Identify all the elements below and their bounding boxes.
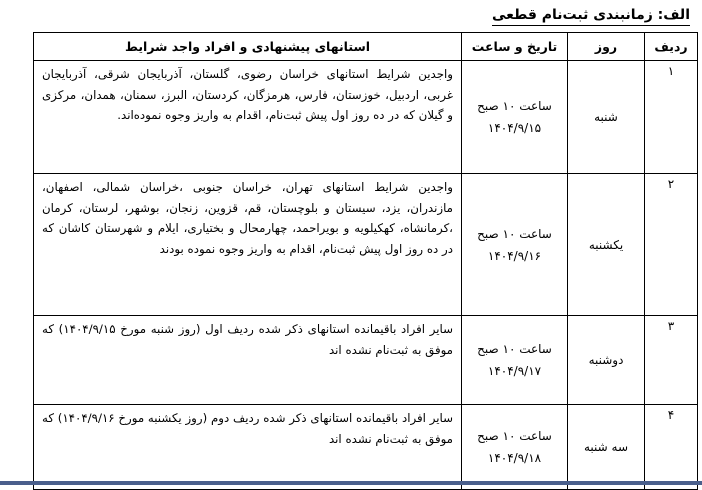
row-date: ۱۴۰۴/۹/۱۵	[487, 121, 542, 135]
row-index: ۳	[645, 316, 698, 405]
row-datetime	[462, 174, 568, 316]
row-datetime	[462, 405, 568, 490]
row-day: سه شنبه	[568, 405, 645, 490]
bottom-divider-bar	[0, 481, 702, 485]
row-conditions: سایر افراد باقیمانده استانهای ذکر شده ردیف اول (روز شنبه مورخ ۱۴۰۴/۹/۱۵) که موفق به ثبت‌نام نشده اند	[34, 316, 462, 405]
row-index: ۱	[645, 61, 698, 174]
row-datetime	[462, 61, 568, 174]
row-index: ۴	[645, 405, 698, 490]
row-day: دوشنبه	[568, 316, 645, 405]
row-date: ۱۴۰۴/۹/۱۷	[487, 364, 542, 378]
table-row	[34, 61, 698, 174]
section-heading: الف: زمانبندی ثبت‌نام قطعی	[492, 6, 690, 26]
row-time: ساعت ۱۰ صبح	[477, 99, 552, 113]
header-day: روز	[568, 33, 645, 61]
row-conditions: واجدین شرایط استانهای خراسان رضوی، گلستان، آذربایجان شرقی، آذربایجان غربی، اردبیل، خوزستان، فارس، هرمزگان، کردستان، البرز، سمنان، همدان، مرکزی و گیلان که در ده روز اول پیش ثبت‌نام، اقدام به واریز وجوه نموده‌اند.	[34, 61, 462, 174]
table-row	[34, 174, 698, 316]
table-row	[34, 316, 698, 405]
header-conditions: استانهای پیشنهادی و افراد واجد شرایط	[34, 33, 462, 61]
row-day: شنبه	[568, 61, 645, 174]
row-date: ۱۴۰۴/۹/۱۶	[487, 248, 542, 263]
row-day: یکشنبه	[568, 174, 645, 316]
row-date: ۱۴۰۴/۹/۱۸	[487, 451, 542, 465]
row-index: ۲	[645, 174, 698, 316]
row-time: ساعت ۱۰ صبح	[477, 342, 552, 356]
table-header-row	[34, 33, 698, 61]
row-time: ساعت ۱۰ صبح	[477, 429, 552, 443]
row-conditions: سایر افراد باقیمانده استانهای ذکر شده ردیف دوم (روز یکشنبه مورخ ۱۴۰۴/۹/۱۶) که موفق به ثبت‌نام نشده اند	[34, 405, 462, 490]
header-datetime: تاریخ و ساعت	[462, 33, 568, 61]
table-row	[34, 405, 698, 490]
row-conditions: واجدین شرایط استانهای تهران، خراسان جنوبی ،خراسان شمالی، اصفهان، مازندران، یزد، سیستان و بلوچستان، قم، قزوین، زنجان، بوشهر، لرستان، کرمان ،کرمانشاه، کهکیلویه و بویراحمد، چهارمحال و بختیاری، ایلام و شهرستان کاشان که در ده روز اول پیش ثبت‌نام، اقدام به واریز وجوه نموده بودند	[34, 174, 462, 316]
row-datetime	[462, 316, 568, 405]
registration-schedule-table	[33, 32, 698, 490]
header-index: ردیف	[645, 33, 698, 61]
row-time: ساعت ۱۰ صبح	[477, 226, 552, 241]
